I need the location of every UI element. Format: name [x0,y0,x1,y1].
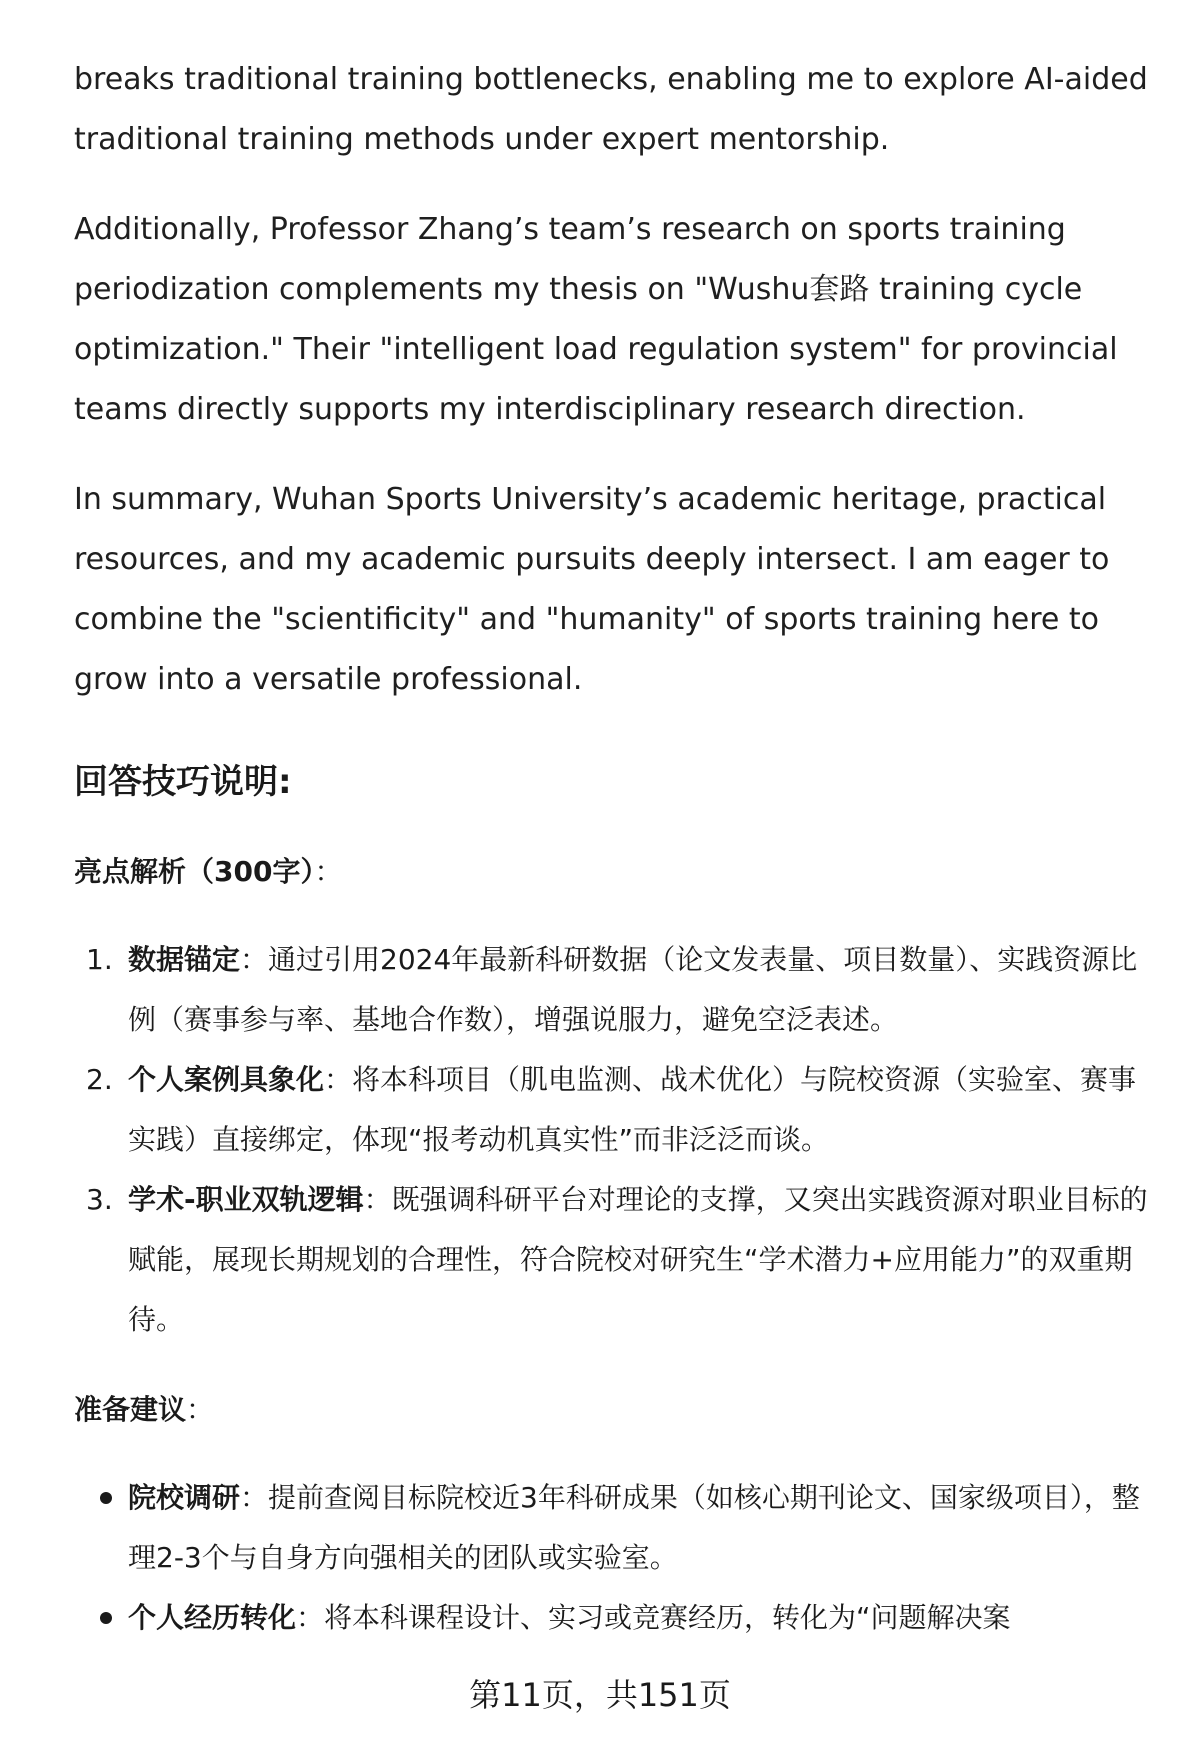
list-text: ：通过引用2024年最新科研数据（论文发表量、项目数量）、实践资源比例（赛事参与率、基地合作数），增强说服力，避免空泛表述。 [128,943,1138,1036]
preparation-heading-colon: ： [186,1393,215,1426]
list-number: 1. [86,943,113,976]
list-text: ：将本科课程设计、实习或竞赛经历，转化为“问题解决案 [296,1601,1011,1634]
list-item [74,1588,1154,1648]
highlights-heading-text: 亮点解析（300字） [74,855,315,888]
list-text: ：提前查阅目标院校近3年科研成果（如核心期刊论文、国家级项目），整理2-3个与自身方向强相关的团队或实验室。 [128,1481,1140,1574]
paragraph-1: breaks traditional training bottlenecks, enabling me to explore AI-aided traditional training methods under expert mentorship. [74,62,1148,157]
list-term: 个人案例具象化 [128,1063,325,1096]
page-number: 第11页，共151页 [469,1676,731,1714]
section-title: 回答技巧说明: [74,762,292,802]
paragraph-2: Additionally, Professor Zhang’s team’s research on sports training periodization complements my thesis on "Wushu套路 training cycle optimization." Their "intelligent load regulation system" for provincial teams directly supports my interdisciplinary research direction. [74,212,1118,427]
preparation-heading-text: 准备建议 [74,1393,187,1426]
list-text: ：既强调科研平台对理论的支撑，又突出实践资源对职业目标的赋能，展现长期规划的合理性，符合院校对研究生“学术潜力+应用能力”的双重期待。 [128,1183,1148,1336]
bullet-icon [100,1612,112,1624]
preparation-heading [74,1380,1154,1440]
list-term: 学术-职业双轨逻辑 [128,1183,364,1216]
list-term: 数据锚定 [128,943,241,976]
list-number: 3. [86,1183,113,1216]
paragraph-3: In summary, Wuhan Sports University’s academic heritage, practical resources, and my academic pursuits deeply intersect. I am eager to combine the "scientificity" and "humanity" of sports training here to grow into a versatile professional. [74,482,1110,697]
list-item [74,1050,1154,1170]
highlights-heading [74,842,1154,902]
list-term: 院校调研 [128,1481,241,1514]
page-content [74,50,1154,1678]
preparation-list [74,1468,1154,1648]
list-item [74,930,1154,1050]
highlights-list [74,930,1154,1350]
highlights-heading-colon: ： [314,855,343,888]
list-text: ：将本科项目（肌电监测、战术优化）与院校资源（实验室、赛事实践）直接绑定，体现“报考动机真实性”而非泛泛而谈。 [128,1063,1137,1156]
bullet-icon [100,1492,112,1504]
list-number: 2. [86,1063,113,1096]
list-item [74,1170,1154,1350]
list-item [74,1468,1154,1588]
list-term: 个人经历转化 [128,1601,297,1634]
